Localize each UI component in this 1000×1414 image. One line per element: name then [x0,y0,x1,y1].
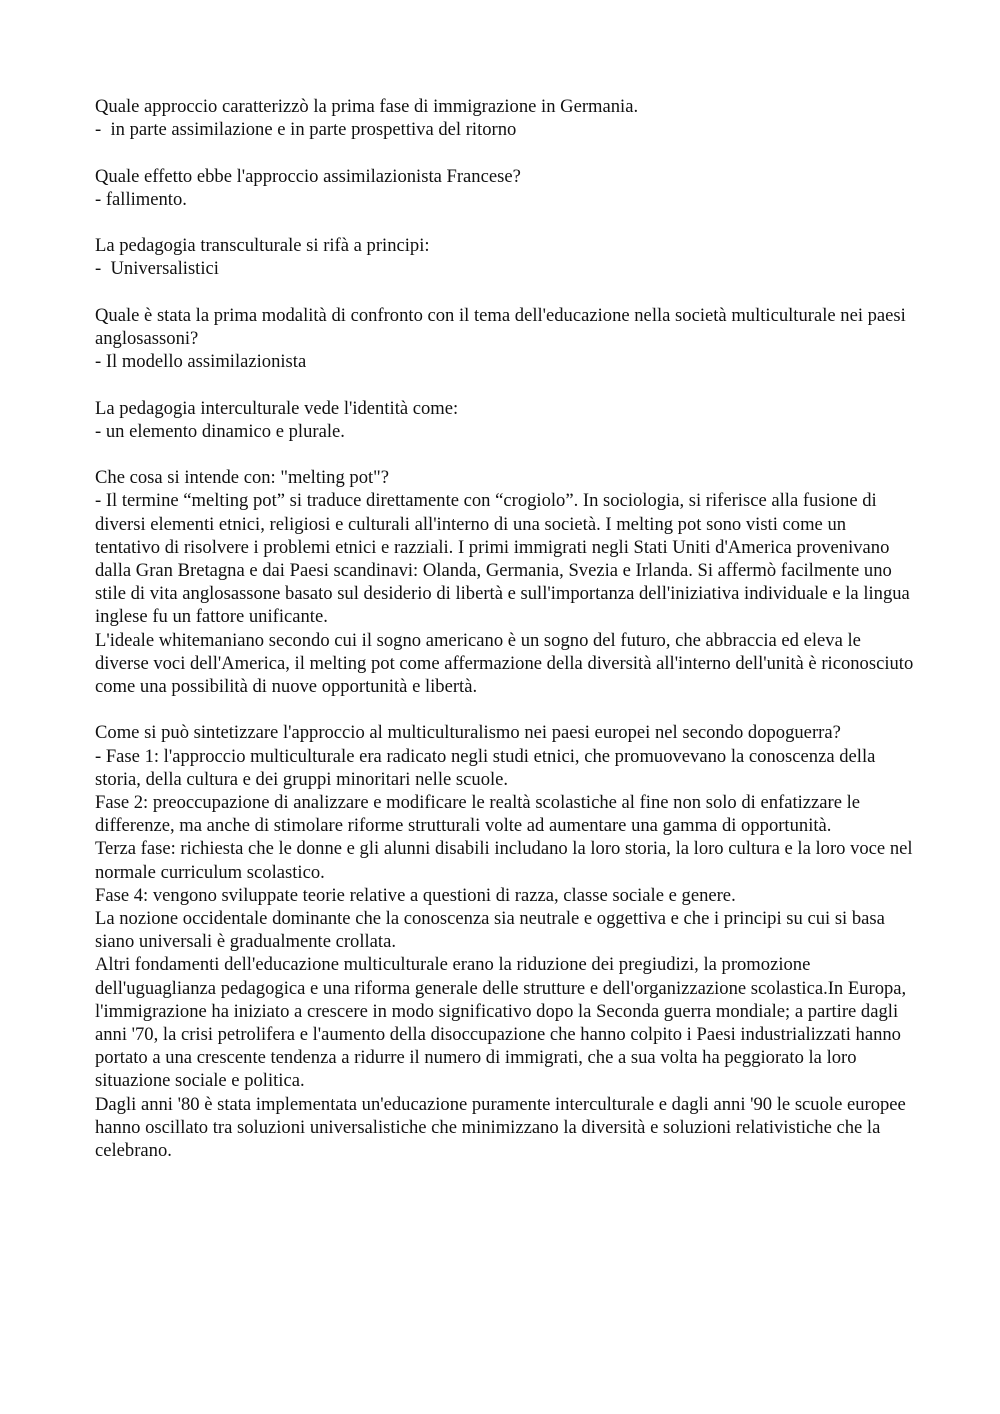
question-text: La pedagogia interculturale vede l'identità come: [95,397,459,419]
qa-block-germany [95,95,915,141]
question-text: Che cosa si intende con: "melting pot"? [95,467,390,489]
answer-paragraph: Fase 4: vengono sviluppate teorie relative a questioni di razza, classe sociale e genere. [95,884,736,906]
answer-paragraph: - Fase 1: l'approccio multiculturale era radicato negli studi etnici, che promuovevano la conoscenza della storia, della cultura e dei gruppi minoritari nelle scuole. [95,745,881,790]
answer-text: - in parte assimilazione e in parte prospettiva del ritorno [95,119,517,141]
answer-paragraph: Dagli anni '80 è stata implementata un'educazione puramente interculturale e dagli anni '90 le scuole europee hanno oscillato tra soluzioni universalistiche che minimizzano la diversità e soluzioni relativistiche che la celebrano. [95,1093,911,1162]
answer-text: - Universalistici [95,258,219,280]
answer-paragraph: Fase 2: preoccupazione di analizzare e modificare le realtà scolastiche al fine non solo di enfatizzare le differenze, ma anche di stimolare riforme strutturali volte ad aumentare una gamma di opportunità. [95,792,865,837]
qa-block-melting-pot [95,466,918,698]
qa-block-transcultural [95,234,915,280]
answer-paragraph: L'ideale whitemaniano secondo cui il sogno americano è un sogno del futuro, che abbraccia ed eleva le diverse voci dell'America, il melting pot come affermazione della diversità all'interno dell'unità è riconosciuto come una possibilità di nuove opportunità e libertà. [95,629,918,697]
question-text: Come si può sintetizzare l'approccio al multiculturalismo nei paesi europei nel secondo dopoguerra? [95,722,841,744]
question-text: Quale approccio caratterizzò la prima fase di immigrazione in Germania. [95,96,639,117]
question-text: Quale è stata la prima modalità di confronto con il tema dell'educazione nella società multiculturale nei paesi anglosassoni? [95,304,911,349]
qa-block-france [95,165,915,211]
qa-block-intercultural [95,397,915,443]
document-body [95,95,918,1185]
answer-paragraph: Terza fase: richiesta che le donne e gli alunni disabili includano la loro storia, la loro cultura e la loro voce nel normale curriculum scolastico. [95,838,918,883]
answer-paragraph: Altri fondamenti dell'educazione multiculturale erano la riduzione dei pregiudizi, la promozione dell'uguaglianza pedagogica e una riforma generale delle strutture e dell'organizzazione scolastica.In Europa, l'immigrazione ha iniziato a crescere in modo significativo dopo la Seconda guerra mondiale; a partire dagli anni '70, la crisi petrolifera e l'aumento della disoccupazione che hanno colpito i Paesi industrializzati hanno portato a una crescente tendenza a ridurre il numero di immigrati, che a sua volta ha peggiorato la loro situazione sociale e politica. [95,954,911,1092]
question-text: La pedagogia transculturale si rifà a principi: [95,235,430,257]
answer-text: - fallimento. [95,188,187,210]
answer-text: - un elemento dinamico e plurale. [95,420,345,442]
qa-block-anglosaxon [95,304,915,374]
answer-paragraph: - Il termine “melting pot” si traduce direttamente con “crogiolo”. In sociologia, si riferisce alla fusione di diversi elementi etnici, religiosi e culturali all'interno di una società. I melting pot sono visti come un tentativo di risolvere i problemi etnici e razziali. I primi immigrati negli Stati Uniti d'America provenivano dalla Gran Bretagna e dai Paesi scandinavi: Olanda, Germania, Svezia e Irlanda. Si affermò facilmente uno stile di vita anglosassone basato sul desiderio di libertà e sull'importanza dell'iniziativa individuale e la lingua inglese fu un fattore unificante. [95,490,915,628]
question-text: Quale effetto ebbe l'approccio assimilazionista Francese? [95,165,521,187]
answer-text: - Il modello assimilazionista [95,351,307,373]
qa-block-europe-postwar [95,721,918,1162]
answer-paragraph: La nozione occidentale dominante che la conoscenza sia neutrale e oggettiva e che i principi su cui si basa siano universali è gradualmente crollata. [95,908,890,953]
